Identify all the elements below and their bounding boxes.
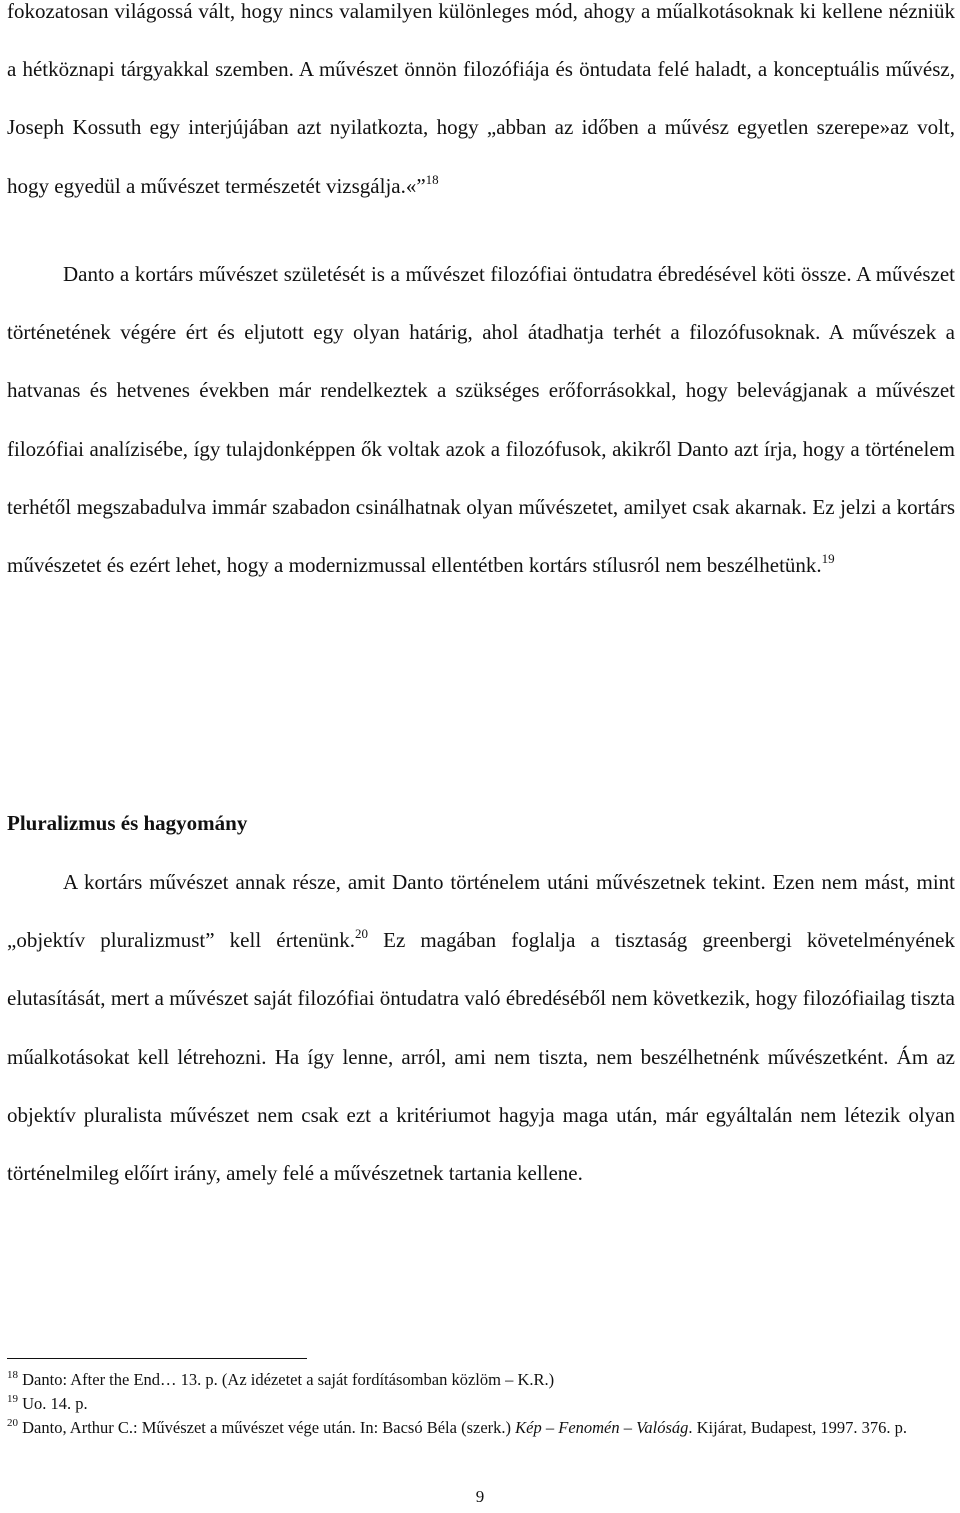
footnotes [7,1368,955,1440]
footnote-ref-20[interactable]: 20 [355,926,368,942]
paragraph-1 [7,0,955,215]
footnote-separator [7,1358,307,1359]
paragraph-1-text: fokozatosan világossá vált, hogy nincs valamilyen különleges mód, ahogy a műalkotásoknak ki kellene nézniük a hétköznapi tárgyakkal szemben. A művészet önnön filozófiája és öntudata felé haladt, a konceptuális művész, Joseph Kossuth egy interjújában azt nyilatkozta, hogy „abban az időben a művész egyetlen szerepe»az volt, hogy egyedül a művészet természetét vizsgálja.«” [7,0,955,198]
footnote-18: $^{18}$ Danto: After the End… 13. p. (Az idézetet a saját fordításomban közlöm – K.R.) [7,1369,555,1389]
footnote-ref-18[interactable]: 18 [425,171,439,187]
footnote-ref-19[interactable]: 19 [821,551,835,567]
paragraph-3 [7,853,955,1202]
footnote-19: $^{19}$ Uo. 14. p. [7,1393,88,1413]
paragraph-2-text: Danto a kortárs művészet születését is a művészet filozófiai öntudatra ébredésével köti össze. A művészet történetének végére ért és eljutott egy olyan határig, ahol átadhatja terhét a filozófusoknak. A művészek a hatvanas és hetvenes években már rendelkeztek a szükséges erőforrásokkal, hogy belevágjanak a művészet filozófiai analízisébe, így tulajdonképpen ők voltak azok a filozófusok, akikről Danto azt írja, hogy a történelem terhétől megszabadulva immár szabadon csinálhatnak olyan művészetet, amilyet csak akarnak. Ez jelzi a kortárs művészetet és ezért lehet, hogy a modernizmussal ellentétben kortárs stílusról nem beszélhetünk. [7,262,955,578]
paragraph-3-text-b: Ez magában foglalja a tisztaság greenbergi követelményének elutasítását, mert a művészet saját filozófiai öntudatra való ébredéséből nem következik, hogy filozófiailag tiszta műalkotásokat kell létrehozni. Ha így lenne, arról, ami nem tiszta, nem beszélhetnénk művészetként. Ám az objektív pluralista művészet nem csak ezt a kritériumot hagyja maga után, már egyáltalán nem létezik olyan történelmileg előírt irány, amely felé a művészetnek tartania kellene. [7,928,956,1186]
section-heading: Pluralizmus és hagyomány [7,811,248,835]
page-number: 9 [475,1487,485,1506]
paragraph-2 [7,245,955,594]
paragraph-3-text-a: A kortárs művészet annak része, amit Danto történelem utáni művészetnek tekint. Ezen nem mást, mint „objektív pluralizmust” kell értenünk. [7,870,955,953]
footnote-20: $^{20}$ Danto, Arthur C.: Művészet a művészet vége után. In: Bacsó Béla (szerk.) Kép – Fenomén – Valóság. Kijárat, Budapest, 1997. 376. p. [7,1417,907,1437]
